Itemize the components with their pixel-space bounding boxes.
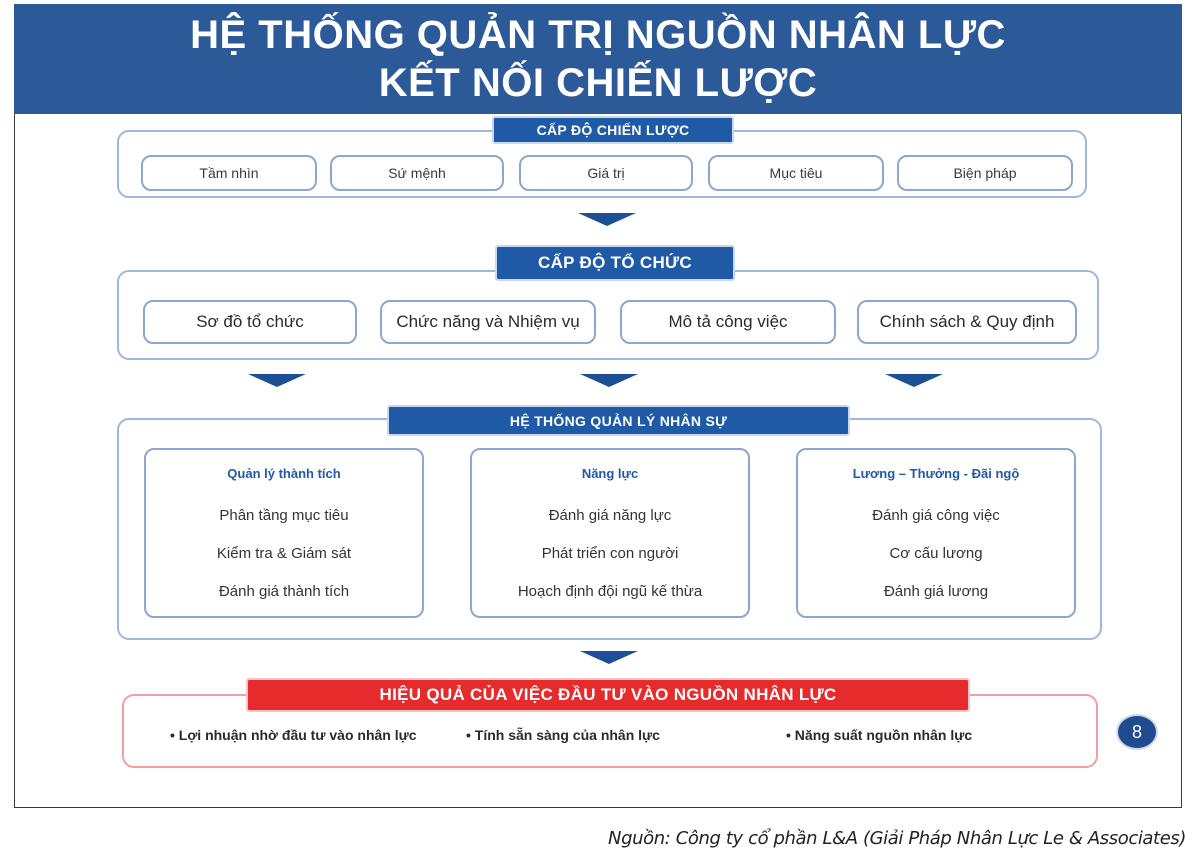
- strategic-item-vision: Tầm nhìn: [141, 155, 317, 191]
- performance-item: Phân tầng mục tiêu: [219, 507, 349, 524]
- effectiveness-header: HIỆU QUẢ CỦA VIỆC ĐẦU TƯ VÀO NGUỒN NHÂN LỰC: [246, 678, 970, 712]
- compensation-title: Lương – Thưởng - Đãi ngộ: [852, 466, 1020, 481]
- strategic-header: CẤP ĐỘ CHIẾN LƯỢC: [492, 116, 734, 144]
- performance-title: Quản lý thành tích: [227, 466, 341, 481]
- page-number-badge: 8: [1116, 714, 1158, 750]
- title-line-2: KẾT NỐI CHIẾN LƯỢC: [378, 61, 818, 105]
- organization-item-policies: Chính sách & Quy định: [857, 300, 1077, 344]
- strategic-item-values: Giá trị: [519, 155, 693, 191]
- title-line-1: HỆ THỐNG QUẢN TRỊ NGUỒN NHÂN LỰC: [190, 13, 1006, 57]
- arrow-down-icon: [578, 213, 636, 226]
- effectiveness-bullet: • Lợi nhuận nhờ đầu tư vào nhân lực: [170, 727, 417, 743]
- competency-item: Hoạch định đội ngũ kế thừa: [517, 583, 703, 600]
- arrow-down-icon: [248, 374, 306, 387]
- arrow-down-icon: [580, 651, 638, 664]
- title-banner: [14, 4, 1182, 114]
- hr-system-header: HỆ THỐNG QUẢN LÝ NHÂN SỰ: [387, 405, 850, 436]
- arrow-down-icon: [885, 374, 943, 387]
- strategic-item-measures: Biện pháp: [897, 155, 1073, 191]
- effectiveness-bullet: • Năng suất nguồn nhân lực: [786, 727, 973, 743]
- competency-item: Đánh giá năng lực: [548, 507, 672, 524]
- compensation-item: Đánh giá công việc: [872, 507, 1000, 524]
- competency-box: [470, 448, 750, 618]
- compensation-item: Cơ cấu lương: [889, 545, 983, 562]
- performance-item: Kiểm tra & Giám sát: [216, 545, 352, 562]
- source-caption: Nguồn: Công ty cổ phần L&A (Giải Pháp Nhân Lực Le & Associates): [608, 828, 1186, 849]
- strategic-item-objectives: Mục tiêu: [708, 155, 884, 191]
- effectiveness-bullet: • Tính sẵn sàng của nhân lực: [466, 727, 660, 743]
- organization-item-chart: Sơ đồ tổ chức: [143, 300, 357, 344]
- organization-item-job-description: Mô tả công việc: [620, 300, 836, 344]
- organization-item-functions: Chức năng và Nhiệm vụ: [380, 300, 596, 344]
- competency-title: Năng lực: [581, 466, 639, 481]
- compensation-item: Đánh giá lương: [883, 583, 989, 600]
- strategic-item-mission: Sứ mệnh: [330, 155, 504, 191]
- arrow-down-icon: [580, 374, 638, 387]
- performance-box: [144, 448, 424, 618]
- organization-header: CẤP ĐỘ TỔ CHỨC: [495, 245, 735, 281]
- performance-item: Đánh giá thành tích: [218, 583, 350, 600]
- compensation-box: [796, 448, 1076, 618]
- competency-item: Phát triển con người: [541, 545, 679, 562]
